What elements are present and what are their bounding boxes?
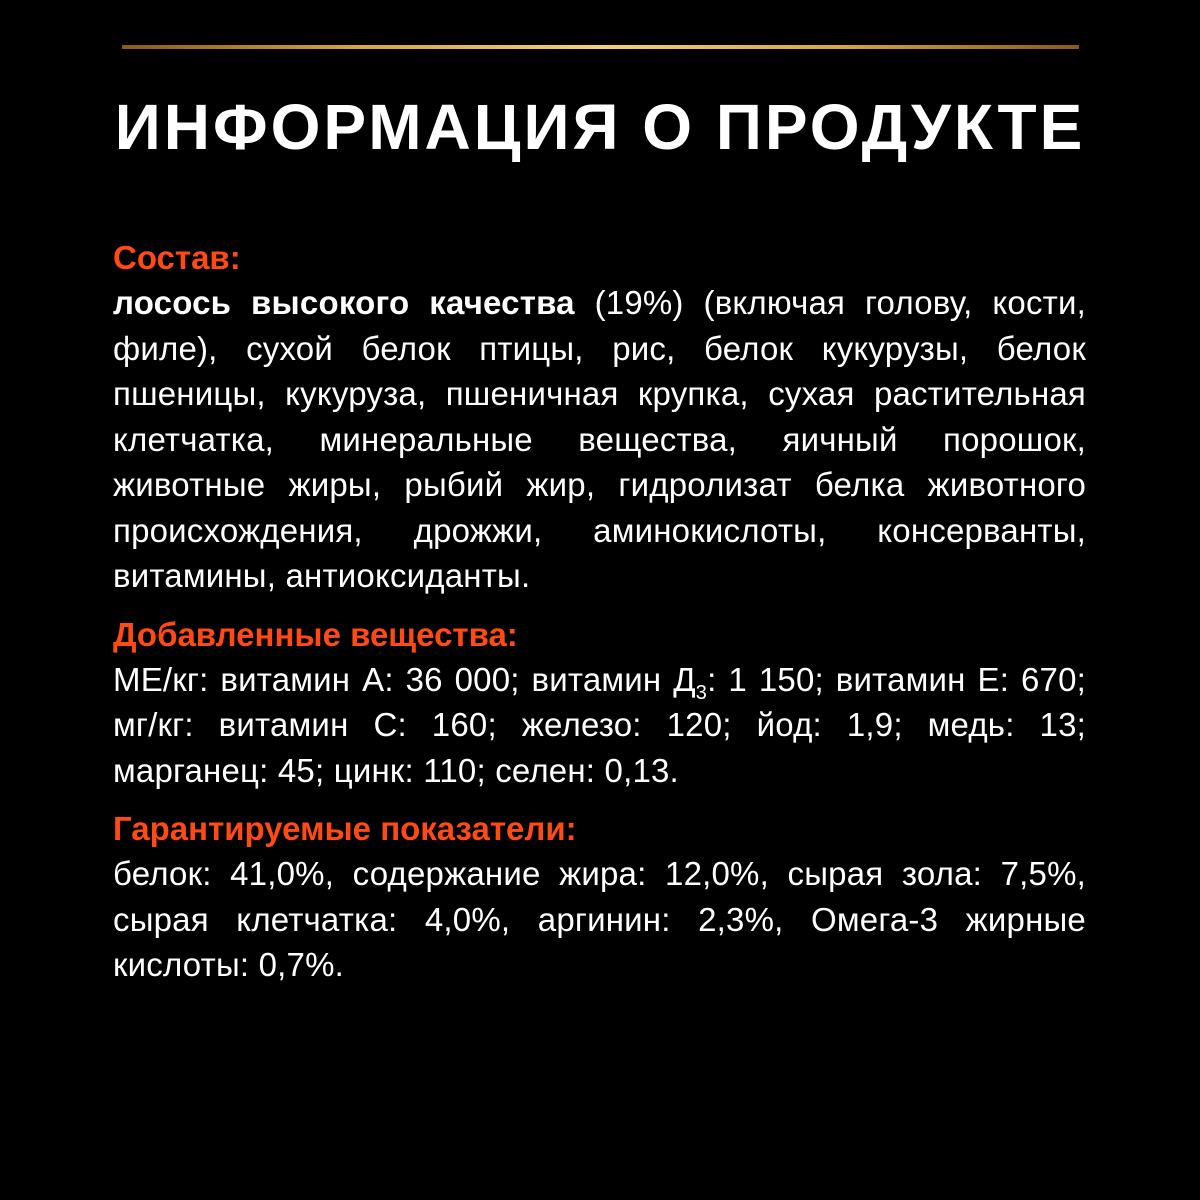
additives-heading: Добавленные вещества:	[113, 615, 518, 653]
product-info-content	[113, 236, 1086, 1002]
guaranteed-heading: Гарантируемые показатели:	[113, 810, 577, 847]
additives-section	[113, 613, 1086, 794]
additives-text-before: МЕ/кг: витамин А: 36 000; витамин Д	[113, 660, 696, 698]
composition-body: (19%) (включая голову, кости, филе), сухой белок птицы, рис, белок кукурузы, белок пшеницы, кукуруза, пшеничная крупка, сухая растительная клетчатка, минеральные вещества, яичный порошок, животные жиры, рыбий жир, гидролизат белка животного происхождения, дрожжи, аминокислоты, консерванты, витамины, антиоксиданты.	[113, 284, 1086, 594]
guaranteed-section	[113, 807, 1086, 988]
additives-subscript: 3	[695, 681, 708, 704]
composition-heading: Состав:	[113, 239, 241, 276]
gold-divider	[122, 45, 1079, 49]
additives-text-after: : 1 150; витамин Е: 670; мг/кг: витамин С: 160; железо: 120; йод: 1,9; медь: 13; марганец: 45; цинк: 110; селен: 0,13.	[113, 660, 1086, 789]
composition-lead: лосось высокого качества	[113, 284, 575, 321]
page-title: ИНФОРМАЦИЯ О ПРОДУКТЕ	[114, 91, 1086, 163]
composition-text	[113, 280, 1086, 599]
guaranteed-text: белок: 41,0%, содержание жира: 12,0%, сырая зола: 7,5%, сырая клетчатка: 4,0%, аргинин: 2,3%, Омега-3 жирные кислоты: 0,7%.	[113, 855, 1086, 983]
additives-text	[113, 657, 1086, 794]
composition-section	[113, 236, 1086, 599]
